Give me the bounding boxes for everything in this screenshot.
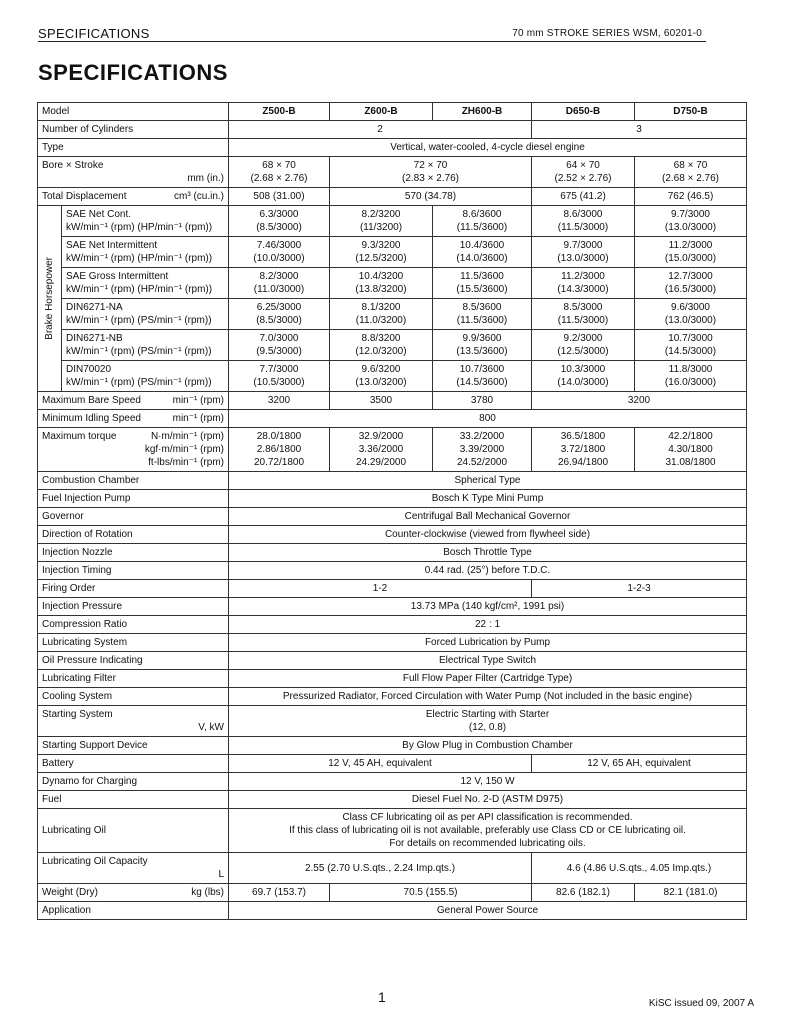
torque-units: N·m/min⁻¹ (rpm) kgf·m/min⁻¹ (rpm) ft-lbs/min⁻¹ (rpm) [144, 431, 224, 468]
row-fuel-pump [38, 490, 747, 508]
application-label: Application [38, 902, 229, 920]
inj-pressure-value: 13.73 MPa (140 kgf/cm², 1991 psi) [229, 598, 747, 616]
combustion-value: Spherical Type [229, 472, 747, 490]
bhp-5-label: DIN70020 kW/min⁻¹ (rpm) (PS/min⁻¹ (rpm)) [62, 361, 229, 392]
idle-speed-unit: min⁻¹ (rpm) [172, 413, 224, 424]
bhp-label: Brake Horsepower [44, 257, 55, 340]
row-weight [38, 884, 747, 902]
starting-label-cell [38, 706, 229, 737]
weight-label: Weight (Dry) [42, 887, 98, 898]
rotation-label: Direction of Rotation [38, 526, 229, 544]
row-bare-speed [38, 392, 747, 410]
starting-label: Starting System [42, 709, 113, 720]
lub-filter-value: Full Flow Paper Filter (Cartridge Type) [229, 670, 747, 688]
bhp-3-d650: 8.5/3000 (11.5/3000) [532, 299, 635, 330]
bhp-4-d650: 9.2/3000 (12.5/3000) [532, 330, 635, 361]
row-lub-system [38, 634, 747, 652]
starting-value: Electric Starting with Starter (12, 0.8) [229, 706, 747, 737]
oil-capacity-unit: L [218, 869, 224, 880]
type-value: Vertical, water-cooled, 4-cycle diesel engine [229, 139, 747, 157]
row-oil-capacity [38, 853, 747, 884]
bore-d750: 68 × 70 (2.68 × 2.76) [635, 157, 747, 188]
bhp-3-zh600: 8.5/3600 (11.5/3600) [433, 299, 532, 330]
model-z500: Z500-B [229, 103, 330, 121]
bare-speed-d: 3200 [532, 392, 747, 410]
row-oil-pressure [38, 652, 747, 670]
row-bore [38, 157, 747, 188]
bare-speed-z600: 3500 [330, 392, 433, 410]
bhp-1-z500: 7.46/3000 (10.0/3000) [229, 237, 330, 268]
row-bhp-4 [38, 330, 747, 361]
weight-unit: kg (lbs) [191, 887, 224, 898]
rotation-value: Counter-clockwise (viewed from flywheel side) [229, 526, 747, 544]
row-bhp-1 [38, 237, 747, 268]
row-cylinders [38, 121, 747, 139]
header-series: 70 mm STROKE SERIES WSM, 60201-0 [512, 28, 702, 39]
oil-capacity-label: Lubricating Oil Capacity [42, 856, 148, 867]
nozzle-label: Injection Nozzle [38, 544, 229, 562]
bare-speed-label-cell [38, 392, 229, 410]
row-bhp-2 [38, 268, 747, 299]
bhp-0-d750: 9.7/3000 (13.0/3000) [635, 206, 747, 237]
bhp-1-z600: 9.3/3200 (12.5/3200) [330, 237, 433, 268]
row-fuel [38, 791, 747, 809]
model-d750: D750-B [635, 103, 747, 121]
torque-z600: 32.9/2000 3.36/2000 24.29/2000 [330, 428, 433, 472]
nozzle-value: Bosch Throttle Type [229, 544, 747, 562]
bore-z500: 68 × 70 (2.68 × 2.76) [229, 157, 330, 188]
row-cooling [38, 688, 747, 706]
bare-speed-unit: min⁻¹ (rpm) [172, 395, 224, 406]
bare-speed-z500: 3200 [229, 392, 330, 410]
type-label: Type [38, 139, 229, 157]
bhp-5-d750: 11.8/3000 (16.0/3000) [635, 361, 747, 392]
application-value: General Power Source [229, 902, 747, 920]
oil-capacity-d: 4.6 (4.86 U.S.qts., 4.05 Imp.qts.) [532, 853, 747, 884]
header-divider [38, 41, 706, 42]
bhp-4-zh600: 9.9/3600 (13.5/3600) [433, 330, 532, 361]
cylinders-z: 2 [229, 121, 532, 139]
row-governor [38, 508, 747, 526]
model-z600: Z600-B [330, 103, 433, 121]
row-rotation [38, 526, 747, 544]
torque-zh600: 33.2/2000 3.39/2000 24.52/2000 [433, 428, 532, 472]
torque-label: Maximum torque [42, 431, 117, 442]
row-firing [38, 580, 747, 598]
oil-capacity-label-cell [38, 853, 229, 884]
displacement-label-cell [38, 188, 229, 206]
timing-label: Injection Timing [38, 562, 229, 580]
displacement-label: Total Displacement [42, 191, 127, 202]
governor-label: Governor [38, 508, 229, 526]
row-inj-pressure [38, 598, 747, 616]
battery-label: Battery [38, 755, 229, 773]
governor-value: Centrifugal Ball Mechanical Governor [229, 508, 747, 526]
bhp-5-z500: 7.7/3000 (10.5/3000) [229, 361, 330, 392]
start-support-value: By Glow Plug in Combustion Chamber [229, 737, 747, 755]
row-model [38, 103, 747, 121]
fuel-pump-label: Fuel Injection Pump [38, 490, 229, 508]
fuel-value: Diesel Fuel No. 2-D (ASTM D975) [229, 791, 747, 809]
compression-label: Compression Ratio [38, 616, 229, 634]
bhp-2-z500: 8.2/3000 (11.0/3000) [229, 268, 330, 299]
model-zh600: ZH600-B [433, 103, 532, 121]
bhp-5-d650: 10.3/3000 (14.0/3000) [532, 361, 635, 392]
bhp-1-label: SAE Net Intermittent kW/min⁻¹ (rpm) (HP/min⁻¹ (rpm)) [62, 237, 229, 268]
bhp-3-label: DIN6271-NA kW/min⁻¹ (rpm) (PS/min⁻¹ (rpm)) [62, 299, 229, 330]
row-torque [38, 428, 747, 472]
row-starting [38, 706, 747, 737]
row-nozzle [38, 544, 747, 562]
row-compression [38, 616, 747, 634]
bhp-0-d650: 8.6/3000 (11.5/3000) [532, 206, 635, 237]
weight-z500: 69.7 (153.7) [229, 884, 330, 902]
page-title: SPECIFICATIONS [38, 60, 228, 85]
bhp-1-d650: 9.7/3000 (13.0/3000) [532, 237, 635, 268]
row-start-support [38, 737, 747, 755]
bore-unit: mm (in.) [187, 173, 224, 184]
row-bhp-3 [38, 299, 747, 330]
weight-z600: 70.5 (155.5) [330, 884, 532, 902]
row-bhp-5 [38, 361, 747, 392]
bhp-0-z600: 8.2/3200 (11/3200) [330, 206, 433, 237]
bhp-3-z500: 6.25/3000 (8.5/3000) [229, 299, 330, 330]
cylinders-d: 3 [532, 121, 747, 139]
bhp-group-cell [38, 206, 62, 392]
displacement-unit: cm³ (cu.in.) [174, 191, 224, 202]
bhp-2-d650: 11.2/3000 (14.3/3000) [532, 268, 635, 299]
bhp-3-d750: 9.6/3000 (13.0/3000) [635, 299, 747, 330]
bore-z600: 72 × 70 (2.83 × 2.76) [330, 157, 532, 188]
oil-capacity-z: 2.55 (2.70 U.S.qts., 2.24 Imp.qts.) [229, 853, 532, 884]
compression-value: 22 : 1 [229, 616, 747, 634]
oil-pressure-label: Oil Pressure Indicating [38, 652, 229, 670]
page-number: 1 [378, 989, 386, 1005]
bore-label: Bore × Stroke [42, 160, 104, 171]
dynamo-value: 12 V, 150 W [229, 773, 747, 791]
bhp-5-zh600: 10.7/3600 (14.5/3600) [433, 361, 532, 392]
bhp-4-z500: 7.0/3000 (9.5/3000) [229, 330, 330, 361]
lub-system-value: Forced Lubrication by Pump [229, 634, 747, 652]
fuel-label: Fuel [38, 791, 229, 809]
battery-z: 12 V, 45 AH, equivalent [229, 755, 532, 773]
header-section-title: SPECIFICATIONS [38, 26, 150, 41]
oil-pressure-value: Electrical Type Switch [229, 652, 747, 670]
firing-d: 1-2-3 [532, 580, 747, 598]
starting-unit: V, kW [198, 722, 224, 733]
bore-label-cell [38, 157, 229, 188]
lub-system-label: Lubricating System [38, 634, 229, 652]
row-type [38, 139, 747, 157]
spec-table [37, 102, 747, 920]
row-combustion [38, 472, 747, 490]
bhp-5-z600: 9.6/3200 (13.0/3200) [330, 361, 433, 392]
bhp-2-z600: 10.4/3200 (13.8/3200) [330, 268, 433, 299]
model-d650: D650-B [532, 103, 635, 121]
lub-oil-value: Class CF lubricating oil as per API classification is recommended. If this class of lubricating oil is not available, preferably use Class CD or CE lubricating oil. For details on recommended lubricating oils. [229, 809, 747, 853]
weight-label-cell [38, 884, 229, 902]
row-battery [38, 755, 747, 773]
firing-z: 1-2 [229, 580, 532, 598]
torque-z500: 28.0/1800 2.86/1800 20.72/1800 [229, 428, 330, 472]
row-lub-oil [38, 809, 747, 853]
issue-note: KiSC issued 09, 2007 A [648, 998, 754, 1009]
cylinders-label: Number of Cylinders [38, 121, 229, 139]
row-bhp-0 [38, 206, 747, 237]
row-application [38, 902, 747, 920]
bore-d650: 64 × 70 (2.52 × 2.76) [532, 157, 635, 188]
bhp-4-z600: 8.8/3200 (12.0/3200) [330, 330, 433, 361]
bare-speed-label: Maximum Bare Speed [42, 395, 141, 406]
displacement-d650: 675 (41.2) [532, 188, 635, 206]
combustion-label: Combustion Chamber [38, 472, 229, 490]
torque-label-cell [38, 428, 229, 472]
cooling-label: Cooling System [38, 688, 229, 706]
lub-filter-label: Lubricating Filter [38, 670, 229, 688]
model-label: Model [38, 103, 229, 121]
torque-d650: 36.5/1800 3.72/1800 26.94/1800 [532, 428, 635, 472]
displacement-z500: 508 (31.00) [229, 188, 330, 206]
weight-d750: 82.1 (181.0) [635, 884, 747, 902]
row-timing [38, 562, 747, 580]
row-displacement [38, 188, 747, 206]
row-lub-filter [38, 670, 747, 688]
row-dynamo [38, 773, 747, 791]
row-idle-speed [38, 410, 747, 428]
bhp-1-zh600: 10.4/3600 (14.0/3600) [433, 237, 532, 268]
idle-speed-label-cell [38, 410, 229, 428]
fuel-pump-value: Bosch K Type Mini Pump [229, 490, 747, 508]
displacement-d750: 762 (46.5) [635, 188, 747, 206]
bhp-3-z600: 8.1/3200 (11.0/3200) [330, 299, 433, 330]
bhp-2-d750: 12.7/3000 (16.5/3000) [635, 268, 747, 299]
firing-label: Firing Order [38, 580, 229, 598]
bhp-2-zh600: 11.5/3600 (15.5/3600) [433, 268, 532, 299]
dynamo-label: Dynamo for Charging [38, 773, 229, 791]
bhp-0-label: SAE Net Cont. kW/min⁻¹ (rpm) (HP/min⁻¹ (rpm)) [62, 206, 229, 237]
displacement-z600: 570 (34.78) [330, 188, 532, 206]
cooling-value: Pressurized Radiator, Forced Circulation with Water Pump (Not included in the basic engine) [229, 688, 747, 706]
bhp-0-zh600: 8.6/3600 (11.5/3600) [433, 206, 532, 237]
lub-oil-label: Lubricating Oil [38, 809, 229, 853]
bare-speed-zh600: 3780 [433, 392, 532, 410]
inj-pressure-label: Injection Pressure [38, 598, 229, 616]
torque-d750: 42.2/1800 4.30/1800 31.08/1800 [635, 428, 747, 472]
battery-d: 12 V, 65 AH, equivalent [532, 755, 747, 773]
bhp-0-z500: 6.3/3000 (8.5/3000) [229, 206, 330, 237]
bhp-2-label: SAE Gross Intermittent kW/min⁻¹ (rpm) (HP/min⁻¹ (rpm)) [62, 268, 229, 299]
idle-speed-value: 800 [229, 410, 747, 428]
idle-speed-label: Minimum Idling Speed [42, 413, 141, 424]
bhp-1-d750: 11.2/3000 (15.0/3000) [635, 237, 747, 268]
weight-d650: 82.6 (182.1) [532, 884, 635, 902]
timing-value: 0.44 rad. (25°) before T.D.C. [229, 562, 747, 580]
start-support-label: Starting Support Device [38, 737, 229, 755]
bhp-4-d750: 10.7/3000 (14.5/3000) [635, 330, 747, 361]
bhp-4-label: DIN6271-NB kW/min⁻¹ (rpm) (PS/min⁻¹ (rpm)) [62, 330, 229, 361]
